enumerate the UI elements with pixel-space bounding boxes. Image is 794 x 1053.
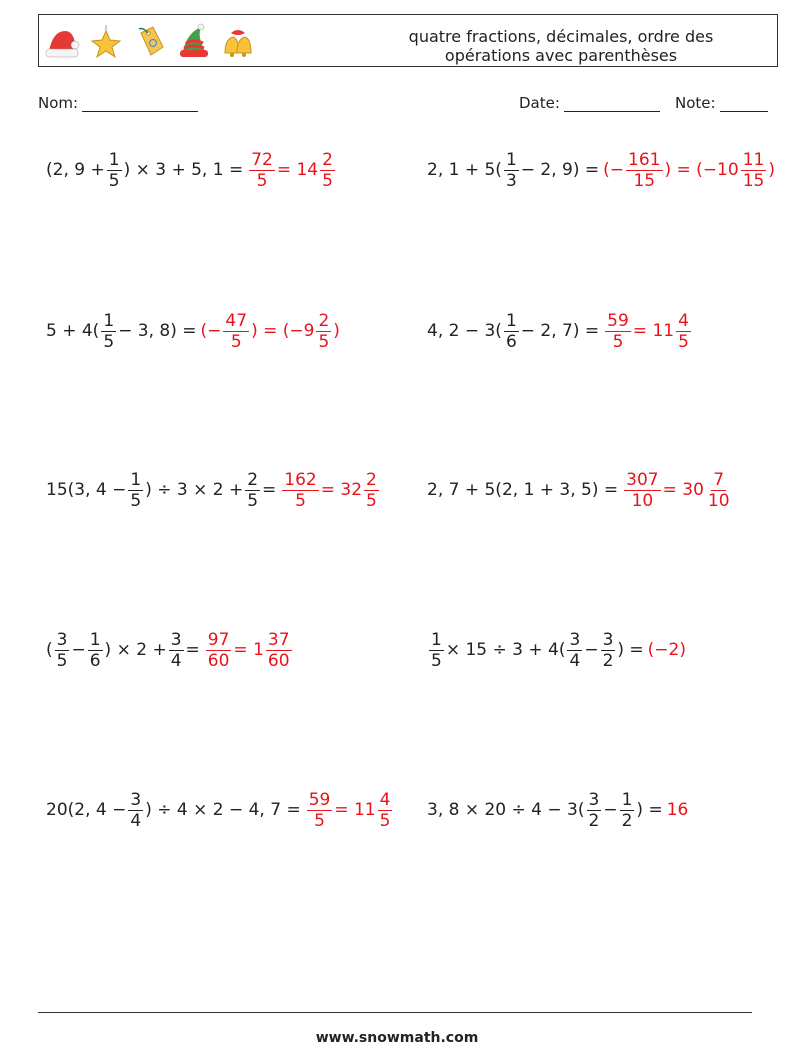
text-f2n: 2: [247, 469, 259, 490]
text-f1d: 6: [505, 331, 517, 352]
fraction: [624, 470, 660, 511]
problem-answer: [648, 640, 686, 660]
problem-expression: [46, 630, 200, 671]
text-r2d: 5: [379, 810, 391, 831]
fraction: [676, 311, 691, 352]
text-r2n: 2: [322, 149, 333, 170]
text-title_line1: quatre fractions, décimales, ordre des: [408, 27, 714, 46]
text-f3n: 3: [602, 629, 614, 650]
text-f2d: 4: [569, 650, 581, 671]
text-r2: ) = (−9: [251, 321, 315, 341]
problem-answer: [667, 800, 689, 820]
problem-answer: [247, 150, 337, 191]
name-blank[interactable]: [82, 95, 198, 112]
christmas-bells-icon: [219, 23, 257, 61]
text-r2n: 37: [267, 629, 290, 650]
text-r1a: (−: [200, 321, 222, 341]
text-f2n: 3: [569, 629, 581, 650]
text-b: −: [71, 640, 86, 660]
problem-answer: [305, 790, 395, 831]
text-f1d: 3: [505, 170, 517, 191]
problem-answer: [603, 150, 775, 191]
text-r2: = 30: [662, 480, 704, 500]
text-a: (2, 9 +: [46, 160, 105, 180]
text-r2: = 11: [632, 321, 675, 341]
problem-answer: [204, 630, 294, 671]
text-r1n: 47: [225, 310, 248, 331]
text-r1d: 10: [631, 490, 654, 511]
text-r1n: 72: [251, 149, 273, 170]
text-f1d: 2: [588, 810, 600, 831]
grade-blank[interactable]: [720, 95, 768, 112]
text-f1n: 1: [505, 149, 517, 170]
text-c: ) × 2 +: [104, 640, 167, 660]
text-r2d: 5: [678, 331, 689, 352]
text-f1d: 5: [431, 650, 442, 671]
footer-divider: [38, 1012, 752, 1013]
fraction: [101, 311, 116, 352]
text-r1: (−2): [647, 640, 686, 660]
fraction: [429, 630, 444, 671]
name-field[interactable]: [38, 94, 198, 112]
text-a: 20(2, 4 −: [46, 800, 127, 820]
fraction: [378, 790, 393, 831]
fraction: [307, 790, 333, 831]
text-a: × 15 ÷ 3 + 4(: [445, 640, 566, 660]
fraction: [128, 790, 143, 831]
text-f2d: 6: [89, 650, 101, 671]
text-r2: ) = (−10: [664, 160, 739, 180]
text-b: −: [584, 640, 599, 660]
problem-7: [46, 623, 294, 677]
problem-5: [46, 463, 381, 517]
text-f1n: 3: [130, 789, 142, 810]
text-f1d: 5: [130, 490, 142, 511]
fraction: [206, 630, 232, 671]
text-r1d: 5: [314, 810, 325, 831]
footer-url[interactable]: www.snowmath.com: [315, 1030, 479, 1046]
text-f3d: 4: [170, 650, 182, 671]
problem-9: [46, 783, 394, 837]
text-r1a: (−: [603, 160, 625, 180]
text-f2n: 1: [621, 789, 633, 810]
problem-3: [46, 304, 340, 358]
text-f2n: 1: [89, 629, 101, 650]
text-r2n: 4: [379, 789, 391, 810]
text-a: 4, 2 − 3(: [427, 321, 502, 341]
text-b: − 3, 8) =: [118, 321, 197, 341]
fraction: [88, 630, 103, 671]
text-b: ) ÷ 3 × 2 +: [145, 480, 244, 500]
problem-10: [427, 783, 688, 837]
text-r2n: 4: [678, 310, 689, 331]
text-date_label: Date:: [519, 94, 560, 112]
fraction: [282, 470, 318, 511]
fraction: [266, 630, 292, 671]
text-r2d: 15: [742, 170, 765, 191]
text-name_label: Nom:: [38, 94, 79, 112]
header-icons: [43, 23, 257, 61]
santa-hat-icon: [43, 23, 81, 61]
text-r2d: 60: [267, 650, 290, 671]
text-a: 5 + 4(: [46, 321, 100, 341]
text-f1d: 4: [130, 810, 142, 831]
text-grade_label: Note:: [675, 94, 716, 112]
text-f1n: 1: [108, 149, 120, 170]
text-r1n: 307: [626, 469, 659, 490]
text-r2n: 7: [713, 469, 725, 490]
text-r1: 16: [666, 800, 689, 820]
problem-expression: [427, 311, 599, 352]
text-r2n: 2: [318, 310, 330, 331]
problem-4: [427, 304, 693, 358]
text-r1d: 60: [207, 650, 230, 671]
date-field[interactable]: [519, 94, 660, 112]
fraction: [620, 790, 635, 831]
gift-tag-icon: [131, 23, 169, 61]
text-f1d: 5: [103, 331, 115, 352]
text-r1d: 5: [256, 170, 268, 191]
text-r1d: 15: [633, 170, 656, 191]
text-r2d: 10: [707, 490, 730, 511]
fraction: [169, 630, 184, 671]
elf-hat-icon: [175, 23, 213, 61]
text-r1n: 97: [207, 629, 230, 650]
problem-expression: [427, 480, 618, 500]
fraction: [504, 311, 519, 352]
text-r2n: 2: [366, 469, 377, 490]
text-r2: = 11: [334, 800, 376, 820]
text-f1d: 5: [56, 650, 68, 671]
text-a: 2, 7 + 5(2, 1 + 3, 5) =: [427, 480, 619, 500]
text-title_line2: opérations avec parenthèses: [444, 46, 678, 65]
text-f1n: 3: [56, 629, 68, 650]
text-c: ) =: [617, 640, 644, 660]
text-f3d: 2: [602, 650, 614, 671]
problem-2: [427, 143, 775, 197]
text-c: ) =: [636, 800, 663, 820]
fraction: [587, 790, 602, 831]
problem-answer: [201, 311, 340, 352]
text-r2d: 5: [318, 331, 330, 352]
problem-answer: [603, 311, 693, 352]
problem-expression: [46, 470, 276, 511]
text-f1n: 1: [505, 310, 517, 331]
fraction: [55, 630, 70, 671]
problem-expression: [427, 150, 599, 191]
text-r1d: 5: [295, 490, 306, 511]
text-b: ) ÷ 4 × 2 − 4, 7 =: [145, 800, 301, 820]
fraction: [605, 311, 631, 352]
text-r2e: ): [768, 160, 775, 180]
star-ornament-icon: [87, 23, 125, 61]
text-r2: = 1: [233, 640, 264, 660]
text-f1n: 1: [103, 310, 115, 331]
fraction: [364, 470, 379, 511]
problem-6: [427, 463, 734, 517]
problem-8: [427, 623, 686, 677]
text-a: (: [46, 640, 53, 660]
text-r2e: ): [333, 321, 340, 341]
problem-1: [46, 143, 337, 197]
text-r2: = 32: [320, 480, 363, 500]
fraction: [741, 150, 767, 191]
fraction: [316, 311, 331, 352]
fraction: [601, 630, 616, 671]
text-f1d: 5: [108, 170, 120, 191]
fraction: [567, 630, 582, 671]
text-r2d: 5: [366, 490, 377, 511]
problem-expression: [46, 790, 301, 831]
fraction: [107, 150, 122, 191]
fraction: [626, 150, 662, 191]
text-r2n: 11: [742, 149, 765, 170]
text-r2d: 5: [322, 170, 333, 191]
text-f2d: 2: [621, 810, 633, 831]
problem-answer: [280, 470, 381, 511]
problem-expression: [46, 150, 243, 191]
text-f1n: 1: [130, 469, 142, 490]
fraction: [320, 150, 335, 191]
problem-expression: [46, 311, 197, 352]
problem-expression: [427, 790, 663, 831]
text-f1n: 1: [431, 629, 442, 650]
text-b: ) × 3 + 5, 1 =: [123, 160, 244, 180]
text-f1n: 3: [588, 789, 600, 810]
text-d: =: [185, 640, 200, 660]
date-blank[interactable]: [564, 95, 660, 112]
fraction: [249, 150, 275, 191]
problem-expression: [427, 630, 644, 671]
grade-field[interactable]: [675, 94, 768, 112]
text-f2d: 5: [247, 490, 259, 511]
text-r1n: 59: [607, 310, 629, 331]
text-a: 3, 8 × 20 ÷ 4 − 3(: [427, 800, 585, 820]
fraction: [706, 470, 732, 511]
problem-answer: [622, 470, 733, 511]
text-r1d: 5: [230, 331, 242, 352]
fraction: [223, 311, 249, 352]
text-r1d: 5: [612, 331, 624, 352]
text-r2: = 14: [276, 160, 319, 180]
text-c: =: [262, 480, 277, 500]
text-b: −: [603, 800, 618, 820]
text-a: 15(3, 4 −: [46, 480, 127, 500]
fraction: [504, 150, 519, 191]
worksheet-header: [38, 14, 778, 67]
text-r1n: 161: [628, 149, 661, 170]
worksheet-title: [381, 27, 741, 65]
fraction: [128, 470, 143, 511]
text-b: − 2, 9) =: [520, 160, 600, 180]
text-f3n: 3: [170, 629, 182, 650]
text-a: 2, 1 + 5(: [427, 160, 502, 180]
fraction: [245, 470, 260, 511]
text-r1n: 59: [308, 789, 331, 810]
text-r1n: 162: [284, 469, 317, 490]
text-b: − 2, 7) =: [520, 321, 600, 341]
